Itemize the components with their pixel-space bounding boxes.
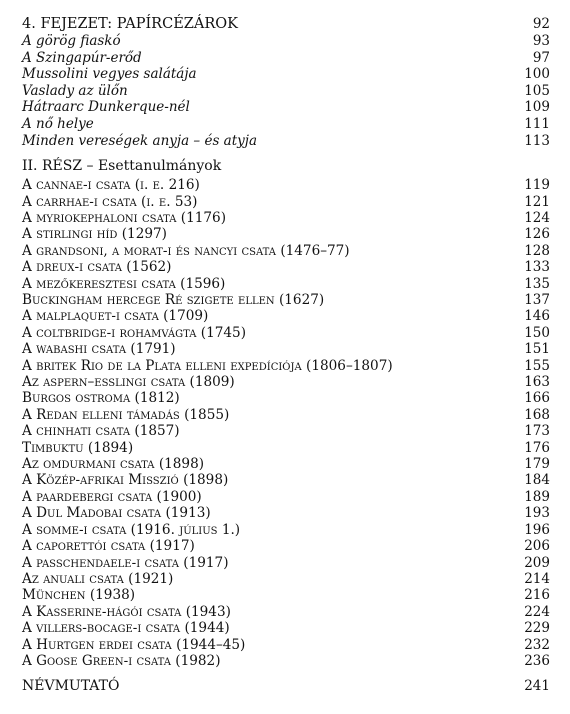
toc-entry xyxy=(22,407,550,423)
toc-entry-label: A Szingapúr-erőd xyxy=(22,49,142,66)
toc-entry xyxy=(22,440,550,456)
toc-entry xyxy=(22,226,550,242)
part-title: II. RÉSZ – Esettanulmányok xyxy=(22,158,222,175)
toc-entry xyxy=(22,358,550,374)
toc-entry xyxy=(22,637,550,653)
toc-entry-label: A Goose Green-i csata (1982) xyxy=(22,652,221,669)
part-entries xyxy=(22,177,550,669)
toc-entry-label: A wabashi csata (1791) xyxy=(22,341,176,358)
toc-entry-page: 100 xyxy=(524,66,550,83)
toc-entry-page: 179 xyxy=(524,456,550,473)
toc-entry xyxy=(22,604,550,620)
toc-entry-page: 236 xyxy=(524,652,550,669)
toc-entry-label: Az omdurmani csata (1898) xyxy=(22,456,205,473)
toc-entry-page: 206 xyxy=(524,538,550,555)
toc-entry-page: 150 xyxy=(524,324,550,341)
toc-entry xyxy=(22,456,550,472)
toc-entry-label: A görög fiaskó xyxy=(22,33,121,49)
toc-entry-label: A paardebergi csata (1900) xyxy=(22,488,202,505)
toc-entry xyxy=(22,276,550,292)
toc-entry-page: 151 xyxy=(524,341,550,358)
toc-entry xyxy=(22,587,550,603)
toc-entry-page: 105 xyxy=(524,82,550,99)
toc-entry xyxy=(22,374,550,390)
toc-entry-label: Burgos ostroma (1812) xyxy=(22,390,180,407)
toc-entry-page: 168 xyxy=(524,406,550,423)
toc-entry xyxy=(22,210,550,226)
toc-entry-label: A mezőkeresztesi csata (1596) xyxy=(22,275,226,292)
toc-entry-page: 121 xyxy=(524,193,550,210)
toc-entry-page: 109 xyxy=(524,99,550,116)
toc-entry-page: 232 xyxy=(524,636,550,653)
toc-entry-page: 166 xyxy=(524,390,550,407)
toc-entry-page: 93 xyxy=(532,33,550,49)
toc-entry xyxy=(22,116,550,133)
toc-entry-page: 209 xyxy=(524,554,550,571)
toc-entry-page: 113 xyxy=(524,132,550,149)
toc-entry-page: 135 xyxy=(524,275,550,292)
toc-entry-label: A dreux-i csata (1562) xyxy=(22,259,172,276)
toc-entry-label: A Redan elleni támadás (1855) xyxy=(22,406,230,423)
toc-entry-label: A britek Rio de la Plata elleni expedíciója (1806–1807) xyxy=(22,357,393,374)
toc-entry-page: 146 xyxy=(524,308,550,325)
toc-entry-page: 124 xyxy=(524,209,550,226)
chapter-title: 4. FEJEZET: PAPÍRCÉZÁROK xyxy=(22,16,238,32)
toc-entry-label: A Hurtgen erdei csata (1944–45) xyxy=(22,636,246,653)
toc-entry xyxy=(22,555,550,571)
toc-entry xyxy=(22,66,550,83)
toc-entry xyxy=(22,341,550,357)
toc-entry xyxy=(22,653,550,669)
toc-entry-page: 193 xyxy=(524,505,550,522)
toc-entry xyxy=(22,177,550,193)
toc-entry-page: 173 xyxy=(524,423,550,440)
chapter-title-row xyxy=(22,16,550,33)
toc-entry-label: Timbuktu (1894) xyxy=(22,439,134,456)
part-title-row xyxy=(22,158,550,175)
toc-entry xyxy=(22,571,550,587)
chapter-page-number: 92 xyxy=(532,16,550,32)
toc-entry-label: Vaslady az ülőn xyxy=(22,82,128,99)
toc-entry xyxy=(22,489,550,505)
toc-entry-label: A Dul Madobai csata (1913) xyxy=(22,505,211,522)
toc-entry xyxy=(22,83,550,100)
toc-entry-page: 133 xyxy=(524,259,550,276)
toc-entry-label: A Közép-afrikai Misszió (1898) xyxy=(22,472,229,489)
toc-entry-label: München (1938) xyxy=(22,587,136,604)
toc-entry xyxy=(22,33,550,50)
toc-entry xyxy=(22,292,550,308)
toc-entry-page: 163 xyxy=(524,374,550,391)
toc-entry-label: A Kasserine-hágói csata (1943) xyxy=(22,603,231,620)
index-title: NÉVMUTATÓ xyxy=(22,678,120,695)
toc-entry xyxy=(22,505,550,521)
toc-entry xyxy=(22,538,550,554)
toc-entry-page: 224 xyxy=(524,603,550,620)
toc-entry-label: A coltbridge-i rohamvágta (1745) xyxy=(22,324,247,341)
toc-entry-label: A caporettói csata (1917) xyxy=(22,538,195,555)
toc-entry xyxy=(22,423,550,439)
toc-entry-label: Buckingham hercege Ré szigete ellen (1627) xyxy=(22,292,325,308)
toc-entry-page: 229 xyxy=(524,620,550,637)
toc-entry-label: A stirlingi híd (1297) xyxy=(22,226,167,243)
toc-entry-page: 196 xyxy=(524,521,550,538)
toc-entry-page: 126 xyxy=(524,226,550,243)
toc-entry xyxy=(22,522,550,538)
toc-entry-label: A nő helye xyxy=(22,115,94,132)
toc-entry-page: 111 xyxy=(524,115,550,132)
index-page-number: 241 xyxy=(524,678,550,695)
toc-entry-page: 128 xyxy=(524,242,550,259)
chapter-entries xyxy=(22,33,550,149)
toc-entry-page: 176 xyxy=(524,439,550,456)
toc-entry xyxy=(22,325,550,341)
index-row xyxy=(22,678,550,695)
toc-entry xyxy=(22,99,550,116)
toc-entry-page: 97 xyxy=(532,49,550,66)
toc-entry-page: 137 xyxy=(524,292,550,308)
toc-entry-label: Mussolini vegyes salátája xyxy=(22,66,197,83)
toc-entry xyxy=(22,50,550,67)
toc-entry-page: 119 xyxy=(524,177,550,194)
toc-entry-label: Az aspern–esslingi csata (1809) xyxy=(22,374,235,391)
toc-entry-label: A somme-i csata (1916. július 1.) xyxy=(22,521,241,538)
toc-entry xyxy=(22,472,550,488)
toc-entry-page: 189 xyxy=(524,488,550,505)
toc-entry-label: Az anuali csata (1921) xyxy=(22,570,174,587)
toc-entry-page: 184 xyxy=(524,472,550,489)
toc-entry-label: A chinhati csata (1857) xyxy=(22,423,180,440)
toc-entry-page: 216 xyxy=(524,587,550,604)
toc-entry-page: 214 xyxy=(524,570,550,587)
toc-entry xyxy=(22,308,550,324)
toc-entry-label: A myriokephaloni csata (1176) xyxy=(22,209,227,226)
toc-entry-label: Hátraarc Dunkerque-nél xyxy=(22,99,190,116)
toc-entry-label: A grandsoni, a morat-i és nancyi csata (1476–77) xyxy=(22,242,350,259)
toc-entry-label: A malplaquet-i csata (1709) xyxy=(22,308,209,325)
toc-entry-label: Minden vereségek anyja – és atyja xyxy=(22,132,258,149)
toc-entry-label: A carrhae-i csata (i. e. 53) xyxy=(22,193,198,210)
toc-entry-page: 155 xyxy=(524,357,550,374)
toc-entry xyxy=(22,620,550,636)
toc-entry xyxy=(22,194,550,210)
toc-entry-label: A villers-bocage-i csata (1944) xyxy=(22,620,230,637)
toc-entry xyxy=(22,259,550,275)
toc-entry-label: A cannae-i csata (i. e. 216) xyxy=(22,177,200,194)
toc-entry xyxy=(22,390,550,406)
toc-entry xyxy=(22,243,550,259)
toc-entry xyxy=(22,133,550,150)
toc-entry-label: A passchendaele-i csata (1917) xyxy=(22,554,229,571)
